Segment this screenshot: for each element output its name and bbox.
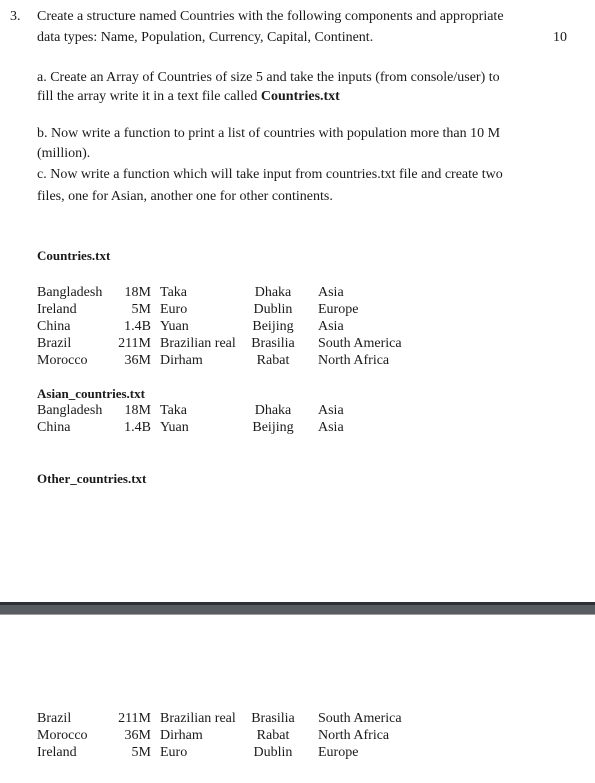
cell-continent: Europe — [318, 302, 359, 317]
part-a-line-2-text: fill the array write it in a text file called — [37, 89, 261, 104]
cell-currency: Euro — [160, 745, 188, 760]
part-c-line-1: c. Now write a function which will take input from countries.txt file and create two — [37, 167, 503, 182]
cell-capital: Dhaka — [254, 403, 292, 418]
cell-country: Ireland — [37, 302, 77, 317]
cell-country: Morocco — [37, 728, 88, 743]
cell-currency: Euro — [160, 302, 188, 317]
cell-capital: Brasilia — [251, 711, 295, 726]
cell-country: Bangladesh — [37, 403, 103, 418]
cell-continent: Asia — [318, 420, 344, 435]
cell-country: Brazil — [37, 711, 72, 726]
asian-file-title: Asian_countries.txt — [37, 386, 145, 401]
question-number: 3. — [10, 9, 21, 24]
cell-currency: Taka — [160, 285, 188, 300]
cell-continent: North Africa — [318, 728, 390, 743]
cell-capital: Dublin — [253, 302, 293, 317]
countries-file-title: Countries.txt — [37, 248, 111, 263]
cell-country: Morocco — [37, 353, 88, 368]
cell-currency: Yuan — [160, 319, 189, 334]
question-text-line-2: data types: Name, Population, Currency, Capital, Continent. — [37, 30, 374, 45]
cell-capital: Beijing — [252, 420, 294, 435]
cell-currency: Yuan — [160, 420, 189, 435]
cell-currency: Taka — [160, 403, 188, 418]
cell-country: Bangladesh — [37, 285, 103, 300]
cell-population: 18M — [124, 285, 151, 300]
cell-currency: Dirham — [160, 353, 203, 368]
cell-continent: North Africa — [318, 353, 390, 368]
cell-continent: Asia — [318, 319, 344, 334]
question-marks: 10 — [553, 30, 567, 45]
part-c-line-2: files, one for Asian, another one for other continents. — [37, 189, 333, 204]
cell-population: 1.4B — [124, 420, 151, 435]
cell-population: 36M — [124, 353, 151, 368]
cell-continent: Asia — [318, 403, 344, 418]
cell-continent: South America — [318, 336, 402, 351]
part-a-line-2 — [37, 89, 340, 106]
cell-continent: South America — [318, 711, 402, 726]
page-divider — [0, 602, 595, 614]
cell-population: 5M — [131, 745, 151, 760]
cell-currency: Brazilian real — [160, 711, 236, 726]
cell-country: Brazil — [37, 336, 72, 351]
cell-country: China — [37, 420, 71, 435]
cell-country: China — [37, 319, 71, 334]
other-file-title: Other_countries.txt — [37, 471, 147, 486]
cell-population: 36M — [124, 728, 151, 743]
part-a-filename: Countries.txt — [260, 89, 340, 104]
cell-population: 211M — [118, 711, 151, 726]
cell-population: 18M — [124, 403, 151, 418]
part-a-line-1: a. Create an Array of Countries of size 5 and take the inputs (from console/user) to — [37, 70, 500, 85]
cell-population: 5M — [131, 302, 151, 317]
question-text-line-1: Create a structure named Countries with the following components and appropriate — [37, 9, 504, 24]
cell-population: 1.4B — [124, 319, 151, 334]
cell-capital: Rabat — [256, 728, 290, 743]
cell-population: 211M — [118, 336, 151, 351]
cell-capital: Brasilia — [251, 336, 295, 351]
cell-continent: Asia — [318, 285, 344, 300]
cell-country: Ireland — [37, 745, 77, 760]
cell-currency: Dirham — [160, 728, 203, 743]
part-b-line-2: (million). — [37, 146, 91, 161]
cell-currency: Brazilian real — [160, 336, 236, 351]
cell-continent: Europe — [318, 745, 359, 760]
cell-capital: Dhaka — [254, 285, 292, 300]
cell-capital: Beijing — [252, 319, 294, 334]
cell-capital: Rabat — [256, 353, 290, 368]
part-b-line-1: b. Now write a function to print a list of countries with population more than 10 M — [37, 126, 501, 141]
cell-capital: Dublin — [253, 745, 293, 760]
